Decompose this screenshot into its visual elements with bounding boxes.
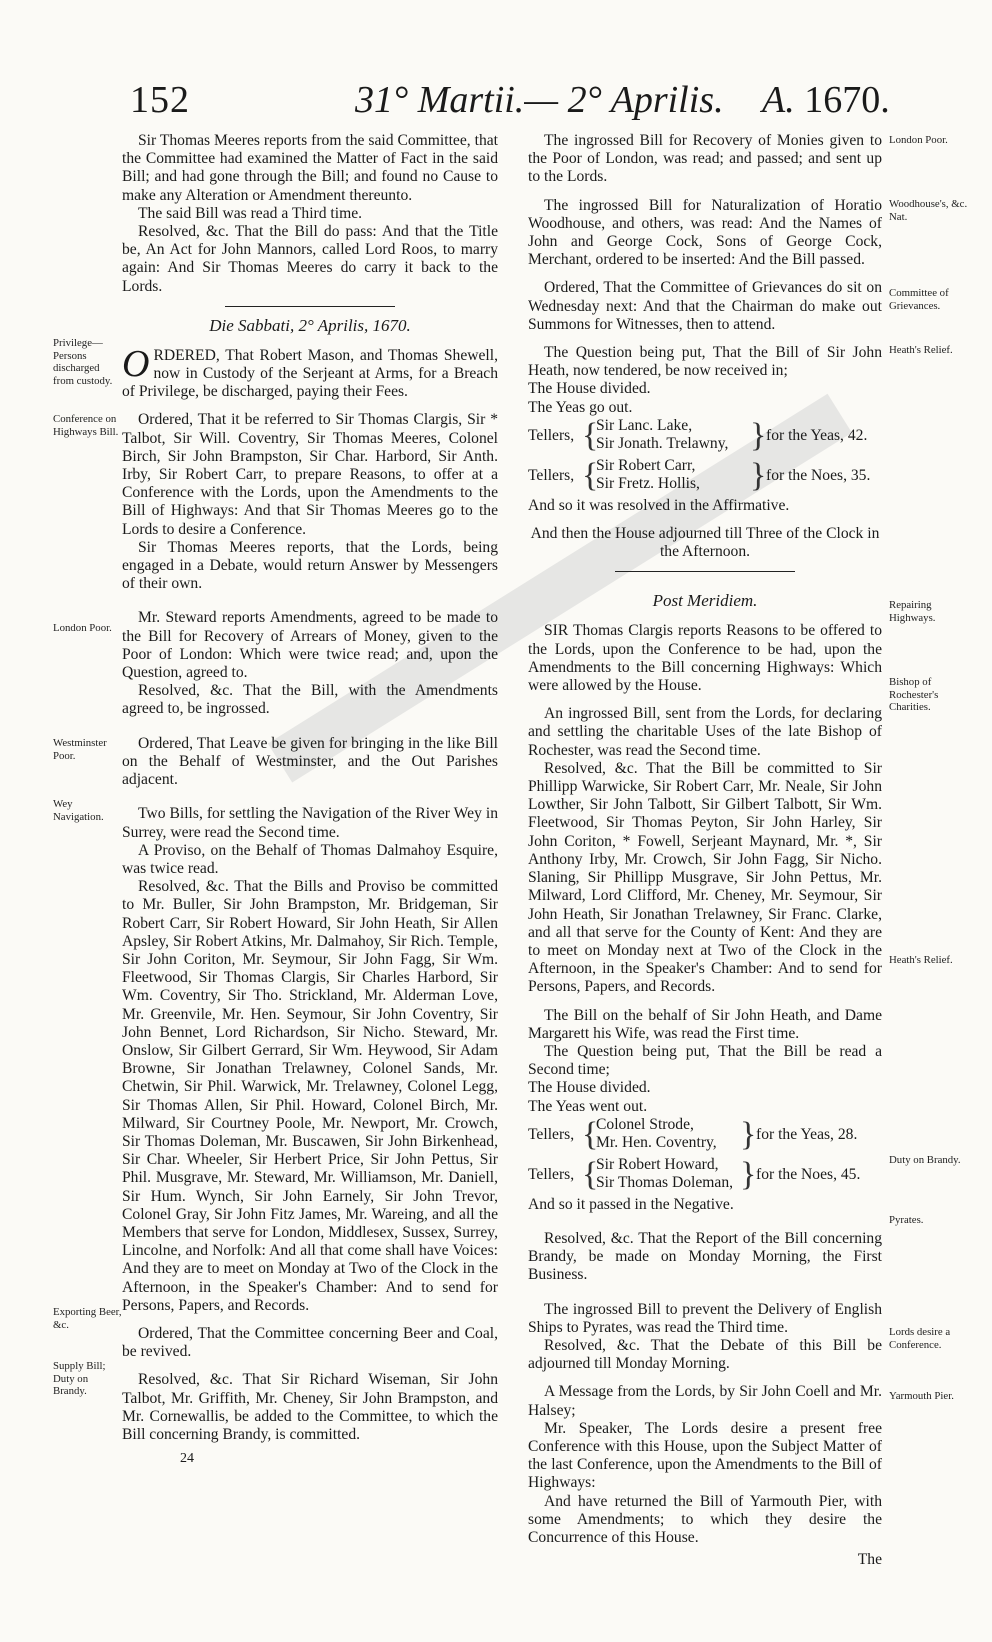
teller-name: Sir Thomas Doleman,	[596, 1173, 734, 1191]
paragraph: And so it was resolved in the Affirmative.	[528, 496, 790, 514]
margin-note: London Poor.	[53, 622, 112, 634]
paragraph: And then the House adjourned till Three of the Clock in the Afternoon.	[530, 525, 880, 561]
paragraph: The ingrossed Bill to prevent the Delivery of English Ships to Pyrates, was read the Third time.	[528, 1300, 882, 1336]
tellers-block	[528, 1156, 882, 1196]
paragraph: Sir Thomas Meeres reports from the said Committee, that the Committee had examined the Matter of Fact in the said Bill; and had gone through the Bill; and found no Cause to make any Alteration or Amendment thereunto.	[122, 132, 498, 204]
spacer	[122, 789, 498, 805]
paragraph: Ordered, That it be referred to Sir Thomas Clargis, Sir * Talbot, Sir Will. Coventry, Sir Thomas Meeres, Colonel Birch, Sir John Brampston, Sir Char. Harbord, Sir Anth. Irby, Sir Robert Carr, to prepare Reasons, to offer at a Conference with the Lords, upon the Amendments to the Bill of Highways: And that Sir Thomas Meeres go to the Lords to desire a Conference.	[122, 411, 498, 538]
paragraph: The Yeas go out.	[528, 398, 633, 416]
margin-note: Exporting Beer, &c.	[53, 1306, 122, 1331]
margin-note: Privilege—Persons discharged from custody.	[53, 337, 113, 387]
teller-name: Sir Lanc. Lake,	[596, 416, 693, 434]
spacer	[528, 334, 882, 344]
section-rule	[225, 306, 395, 307]
tellers-result: for the Yeas, 28.	[756, 1125, 858, 1143]
spacer	[122, 1315, 498, 1325]
paragraph: Sir Thomas Meeres reports, that the Lords, being engaged in a Debate, would return Answer by Messengers of their own.	[122, 538, 498, 593]
tellers-label: Tellers,	[528, 426, 575, 444]
spacer	[122, 337, 498, 347]
paragraph: An ingrossed Bill, sent from the Lords, for declaring and settling the charitable Uses of the late Bishop of Rochester, was read the Second time.	[528, 705, 882, 759]
spacer	[122, 1361, 498, 1371]
paragraph: The Yeas went out.	[528, 1097, 648, 1115]
margin-note: Wey Navigation.	[53, 798, 104, 823]
paragraph: A Message from the Lords, by Sir John Coell and Mr. Halsey;	[528, 1383, 882, 1419]
paragraph: Resolved, &c. That the Bill be committed to Sir Phillipp Warwicke, Sir Robert Carr, Mr. Neale, Sir John Lowther, Sir John Talbott, Sir Gilbert Talbott, Sir Wm. Fleetwood, Sir Thomas Peyton, Sir John Harley, Sir John Coriton, * Fowell, Serjeant Maynard, Mr. *, Sir Anthony Irby, Mr. Crowch, Sir John Fagg, Sir Nicho. Slaning, Sir Phillipp Musgrave, Sir John Pettus, Mr. Milward, Lord Clifford, Mr. Cheney, Mr. Seymour, Sir John Heath, Sir Jonathan Trelawney, Sir Franc. Clarke, and all that serve for the County of Kent: And they are to meet on Monday next at Two of the Clock in the Afternoon, in the Speaker's Chamber: And to send for Persons, Papers, and Records.	[528, 759, 882, 996]
paragraph: Resolved, &c. That Sir Richard Wiseman, Sir John Talbot, Mr. Griffith, Mr. Cheney, Sir John Brampston, and Mr. Cornewallis, be added to the Committee, to which the Bill concerning Brandy, is committed.	[122, 1371, 498, 1443]
year-value: 1670.	[804, 79, 890, 121]
paragraph: Resolved, &c. That the Bill do pass: And that the Title be, An Act for John Mannors, called Lord Roos, to marry again: And Sir Thomas Meeres do carry it back to the Lords.	[122, 223, 498, 295]
post-meridiem-heading: Post Meridiem.	[652, 591, 758, 611]
tellers-label: Tellers,	[528, 1165, 575, 1183]
tellers-result: for the Yeas, 42.	[766, 426, 868, 444]
spacer	[122, 593, 498, 609]
paragraph: The ingrossed Bill for Naturalization of Horatio Woodhouse, and others, was read: And the Names of John and George Cock, Sons of George Cock, Merchant, ordered to be inserted: And the Bill passed.	[528, 196, 882, 269]
paragraph: Resolved, &c. That the Bills and Proviso be committed to Mr. Buller, Sir John Brampston, Mr. Bridgeman, Sir Robert Carr, Sir Robert Howard, Sir John Heath, Sir Allen Apsley, Sir Robert Atkins, Mr. Dalmahoy, Sir Rich. Temple, Sir John Coriton, Mr. Seymour, Sir John Fagg, Sir Wm. Fleetwood, Sir Thomas Clargis, Sir Charles Harbord, Sir Wm. Coventry, Sir Tho. Strickland, Mr. Alderman Love, Mr. Greenvile, Mr. Hen. Seymour, Sir John Coventry, Sir John Bennet, Lord Richardson, Sir Nicho. Steward, Mr. Onslow, Sir Gilbert Gerrard, Sir Wm. Heywood, Sir Adam Browne, Sir Jonathan Trelawney, Colonel Sands, Mr. Chetwin, Sir Phil. Warwick, Mr. Trelawney, Colonel Legg, Sir Thomas Allen, Sir Phil. Howard, Colonel Birch, Mr. Milward, Sir Courtney Poole, Mr. Newport, Mr. Crowch, Sir Thomas Doleman, Mr. Buscawen, Sir John Birkenhead, Sir Char. Wheeler, Sir Herbert Price, Sir John Pettus, Sir Phil. Musgrave, Mr. Steward, Mr. Williamson, Mr. Daniell, Sir Hum. Wynch, Sir John Earnely, Sir John Trevor, Colonel Gray, Sir John Fitz James, Mr. Wareing, and all the Members that serve for London, Middlesex, Sussex, Surrey, Lincolne, and Norfolk: And all that come shall have Voices: And they are to meet on Monday at Two of the Clock in the Afternoon, in the Speaker's Chamber: And to send for Persons, Papers, and Records.	[122, 878, 498, 1314]
paragraph: SIR Thomas Clargis reports Reasons to be offered to the Lords, upon the Conference to be had, upon the Amendments to the Bill concerning Highways: Which were allowed by the House.	[528, 622, 882, 695]
paragraph: The Question being put, That the Bill be read a Second time;	[528, 1042, 882, 1079]
spacer	[528, 187, 882, 197]
spacer	[528, 695, 882, 705]
margin-note: Woodhouse's, &c. Nat.	[889, 198, 968, 223]
margin-note: Duty on Brandy.	[889, 1154, 961, 1166]
margin-note: Repairing Highways.	[889, 599, 936, 624]
year-prefix: A.	[762, 79, 795, 121]
tellers-block	[528, 417, 882, 457]
page-header	[0, 78, 992, 128]
paragraph: Ordered, That the Committee of Grievances do sit on Wednesday next: And that the Chairman do make out Summons for Witnesses, then to attend.	[528, 279, 882, 333]
brace-icon: {	[582, 1155, 599, 1193]
spacer	[122, 719, 498, 735]
tellers-block	[528, 457, 882, 497]
paragraph: Resolved, &c. That the Report of the Bill concerning Brandy, be made on Monday Morning, the First Business.	[528, 1229, 882, 1284]
paragraph: The ingrossed Bill for Recovery of Monies given to the Poor of London, was read; and passed; and sent up to the Lords.	[528, 132, 882, 186]
catchword: The	[857, 1551, 882, 1569]
section-rule	[615, 571, 795, 572]
tellers-result: for the Noes, 35.	[766, 466, 871, 484]
teller-name: Sir Jonath. Trelawny,	[596, 435, 729, 453]
brace-icon: {	[582, 1115, 599, 1153]
teller-name: Sir Fretz. Hollis,	[596, 475, 700, 493]
tellers-names	[596, 417, 728, 453]
margin-note: Heath's Relief.	[889, 344, 953, 356]
brace-icon: }	[750, 456, 767, 494]
margin-note: Heath's Relief.	[889, 954, 953, 966]
signature-mark: 24	[180, 1451, 194, 1467]
dateline: Die Sabbati, 2° Aprilis, 1670.	[209, 315, 411, 335]
paragraph: Ordered, That Leave be given for bringing in the like Bill on the Behalf of Westminster, and the Out Parishes adjacent.	[122, 734, 498, 789]
tellers-label: Tellers,	[528, 1125, 575, 1143]
page-number: 152	[130, 79, 190, 121]
right-column	[528, 132, 882, 1569]
brace-icon: {	[582, 456, 599, 494]
teller-name: Colonel Strode,	[596, 1115, 694, 1133]
paragraph: The said Bill was read a Third time.	[138, 204, 363, 222]
tellers-block	[528, 1116, 882, 1156]
paragraph: Resolved, &c. That the Bill, with the Amendments agreed to, be ingrossed.	[122, 682, 498, 718]
spacer	[528, 1373, 882, 1383]
paragraph: And so it passed in the Negative.	[528, 1195, 734, 1213]
margin-note: Westminster Poor.	[53, 737, 107, 762]
spacer	[528, 269, 882, 279]
paragraph: The Bill on the behalf of Sir John Heath, and Dame Margarett his Wife, was read the First time.	[528, 1006, 882, 1042]
spacer	[528, 515, 882, 525]
tellers-names	[596, 1156, 733, 1192]
paragraph: The Question being put, That the Bill of Sir John Heath, now tendered, be now received in;	[528, 344, 882, 380]
paragraph: A Proviso, on the Behalf of Thomas Dalmahoy Esquire, was twice read.	[122, 841, 498, 877]
teller-name: Sir Robert Carr,	[596, 456, 696, 474]
brace-icon: }	[740, 1155, 757, 1193]
paragraph: And have returned the Bill of Yarmouth Pier, with some Amendments; to which they desire the Concurrence of this House.	[528, 1492, 882, 1546]
spacer	[528, 1214, 882, 1230]
spacer	[528, 580, 882, 590]
margin-note: London Poor.	[889, 134, 948, 146]
spacer	[528, 997, 882, 1007]
paragraph: Mr. Speaker, The Lords desire a present free Conference with this House, upon the Subject Matter of the last Conference, upon the Amendments to the Bill of Highways:	[528, 1419, 882, 1492]
margin-note: Lords desire a Conference.	[889, 1326, 951, 1351]
paragraph: Two Bills, for settling the Navigation of the River Wey in Surrey, were read the Second time.	[122, 805, 498, 841]
margin-note: Yarmouth Pier.	[889, 1390, 954, 1402]
brace-icon: {	[582, 416, 599, 454]
margin-note: Bishop of Rochester's Charities.	[889, 676, 939, 713]
spacer	[528, 1285, 882, 1301]
tellers-names	[596, 1116, 717, 1152]
margin-note: Committee of Grievances.	[889, 287, 949, 312]
paragraph: Resolved, &c. That the Debate of this Bill be adjourned till Monday Morning.	[528, 1336, 882, 1373]
margin-note: Supply Bill; Duty on Brandy.	[53, 1360, 106, 1397]
left-column	[122, 132, 498, 1468]
brace-icon: }	[740, 1115, 757, 1153]
teller-name: Sir Robert Howard,	[596, 1155, 719, 1173]
tellers-result: for the Noes, 45.	[756, 1165, 861, 1183]
paragraph: The House divided.	[528, 380, 651, 398]
spacer	[528, 612, 882, 622]
brace-icon: }	[750, 416, 767, 454]
tellers-label: Tellers,	[528, 466, 575, 484]
drop-cap: O	[122, 342, 150, 385]
paragraph: Ordered, That the Committee concerning Beer and Coal, be revived.	[122, 1324, 498, 1361]
teller-name: Mr. Hen. Coventry,	[596, 1133, 717, 1151]
spacer	[122, 401, 498, 411]
paragraph: The House divided.	[528, 1079, 651, 1097]
paragraph-dropcap	[122, 342, 498, 402]
tellers-names	[596, 457, 700, 493]
margin-note: Conference on Highways Bill.	[53, 413, 119, 438]
paragraph: Mr. Steward reports Amendments, agreed to be made to the Bill for Recovery of Arrears of Money, given to the Poor of London: Which were twice read; and, upon the Question, agreed to.	[122, 609, 498, 682]
dropcap-text: RDERED, That Robert Mason, and Thomas Shewell, now in Custody of the Serjeant at Arms, for a Breach of Privilege, be discharged, paying their Fees.	[122, 346, 498, 401]
page-year	[762, 78, 890, 122]
margin-note: Pyrates.	[889, 1214, 924, 1226]
page-date: 31° Martii.— 2° Aprilis.	[355, 79, 724, 121]
